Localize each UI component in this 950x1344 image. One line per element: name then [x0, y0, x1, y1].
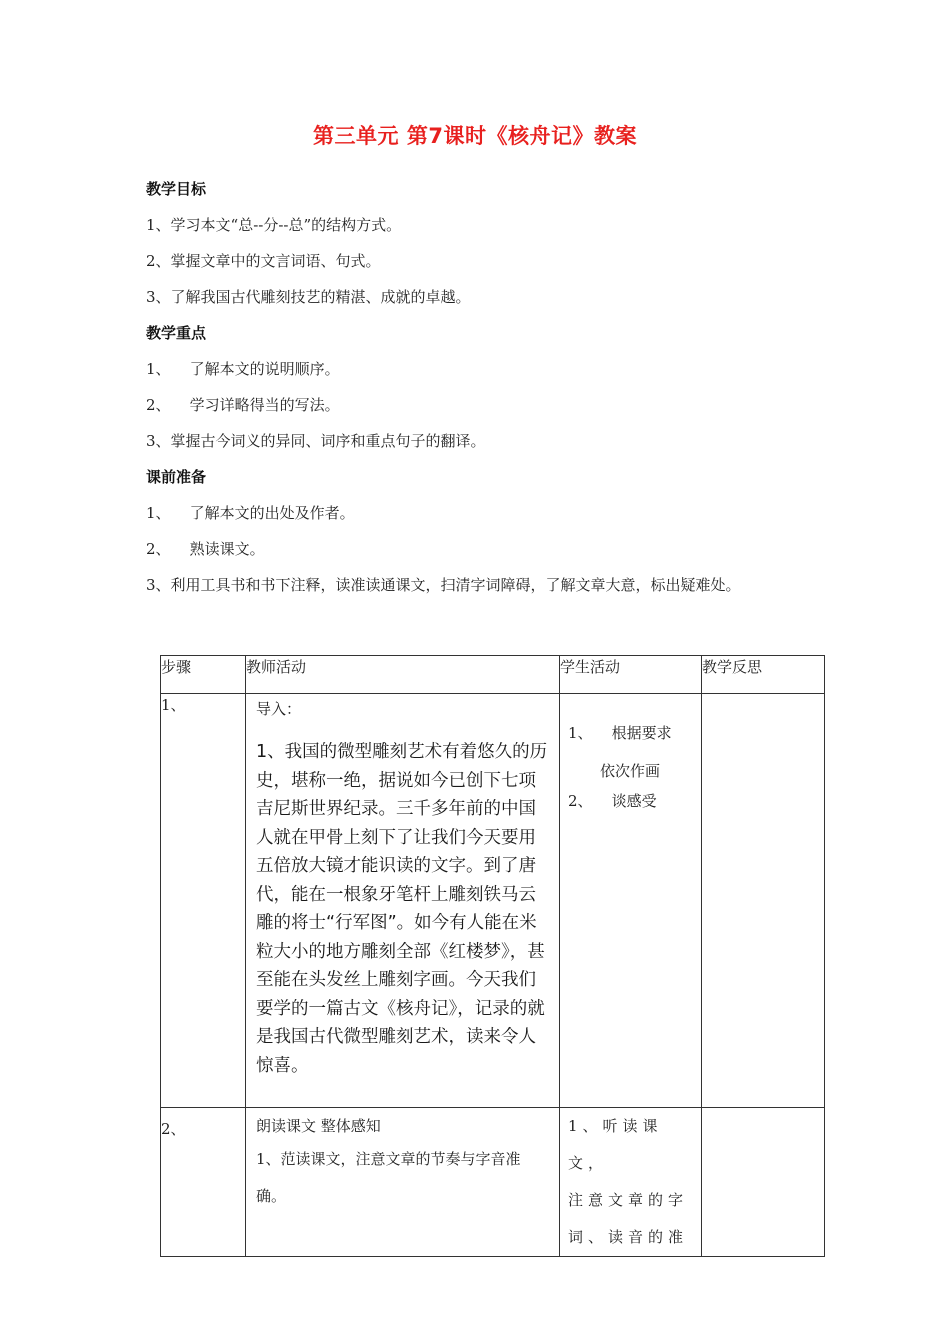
- prep-item: 1、 了解本文的出处及作者。: [146, 504, 355, 522]
- student-line: 词、读音的准: [568, 1228, 689, 1246]
- section-heading-prep: 课前准备: [146, 468, 207, 486]
- teacher-title: 导入：: [256, 700, 302, 718]
- table-row: [161, 1108, 825, 1257]
- teacher-body: 1、范读课文，注意文章的节奏与字音准确。: [256, 1150, 521, 1205]
- reflection-cell: [702, 694, 825, 1108]
- student-cell: [560, 1108, 702, 1257]
- focus-item: 1、 了解本文的说明顺序。: [146, 360, 340, 378]
- header-reflection: 教学反思: [702, 656, 825, 694]
- student-cell: [560, 694, 702, 1108]
- student-line: 注意文章的字: [568, 1191, 689, 1209]
- section-heading-goals: 教学目标: [146, 180, 207, 198]
- teacher-cell: [246, 1108, 560, 1257]
- step-cell: 1、: [161, 694, 246, 1108]
- teacher-cell: [246, 694, 560, 1108]
- goal-item: 1、学习本文“总--分--总”的结构方式。: [146, 216, 402, 234]
- lesson-plan-table: [160, 655, 825, 1257]
- prep-item: 2、 熟读课文。: [146, 540, 265, 558]
- focus-item: 3、掌握古今词义的异同、词序和重点句子的翻译。: [146, 432, 486, 450]
- teacher-title: 朗读课文 整体感知: [256, 1117, 381, 1135]
- goal-item: 3、了解我国古代雕刻技艺的精湛、成就的卓越。: [146, 288, 471, 306]
- table-row: [161, 694, 825, 1108]
- student-line: 依次作画: [600, 762, 661, 780]
- section-heading-focus: 教学重点: [146, 324, 207, 342]
- table-header-row: [161, 656, 825, 694]
- header-student: 学生活动: [560, 656, 702, 694]
- focus-item: 2、 学习详略得当的写法。: [146, 396, 340, 414]
- step-cell: 2、: [161, 1108, 246, 1257]
- teacher-body: 1、我国的微型雕刻艺术有着悠久的历史，堪称一绝，据说如今已创下七项吉尼斯世界纪录。三千多年前的中国人就在甲骨上刻下了让我们今天要用五倍放大镜才能识读的文字。到了唐代，能在一根象牙笔杆上雕刻铁马云雕的将士“行军图”。如今有人能在米粒大小的地方雕刻全部《红楼梦》，甚至能在头发丝上雕刻字画。今天我们要学的一篇古文《核舟记》，记录的就是我国古代微型雕刻艺术，读来令人惊喜。: [256, 742, 548, 1076]
- page-title: 第三单元 第7课时《核舟记》教案: [313, 124, 637, 148]
- header-teacher: 教师活动: [246, 656, 560, 694]
- student-line: 2、 谈感受: [568, 792, 657, 810]
- prep-item: 3、利用工具书和书下注释，读准读通课文，扫清字词障碍，了解文章大意，标出疑难处。: [146, 576, 741, 594]
- student-line: 1、 根据要求: [568, 724, 672, 742]
- reflection-cell: [702, 1108, 825, 1257]
- header-step: 步骤: [161, 656, 246, 694]
- goal-item: 2、掌握文章中的文言词语、句式。: [146, 252, 381, 270]
- student-line: 1、听读课文，: [568, 1117, 663, 1172]
